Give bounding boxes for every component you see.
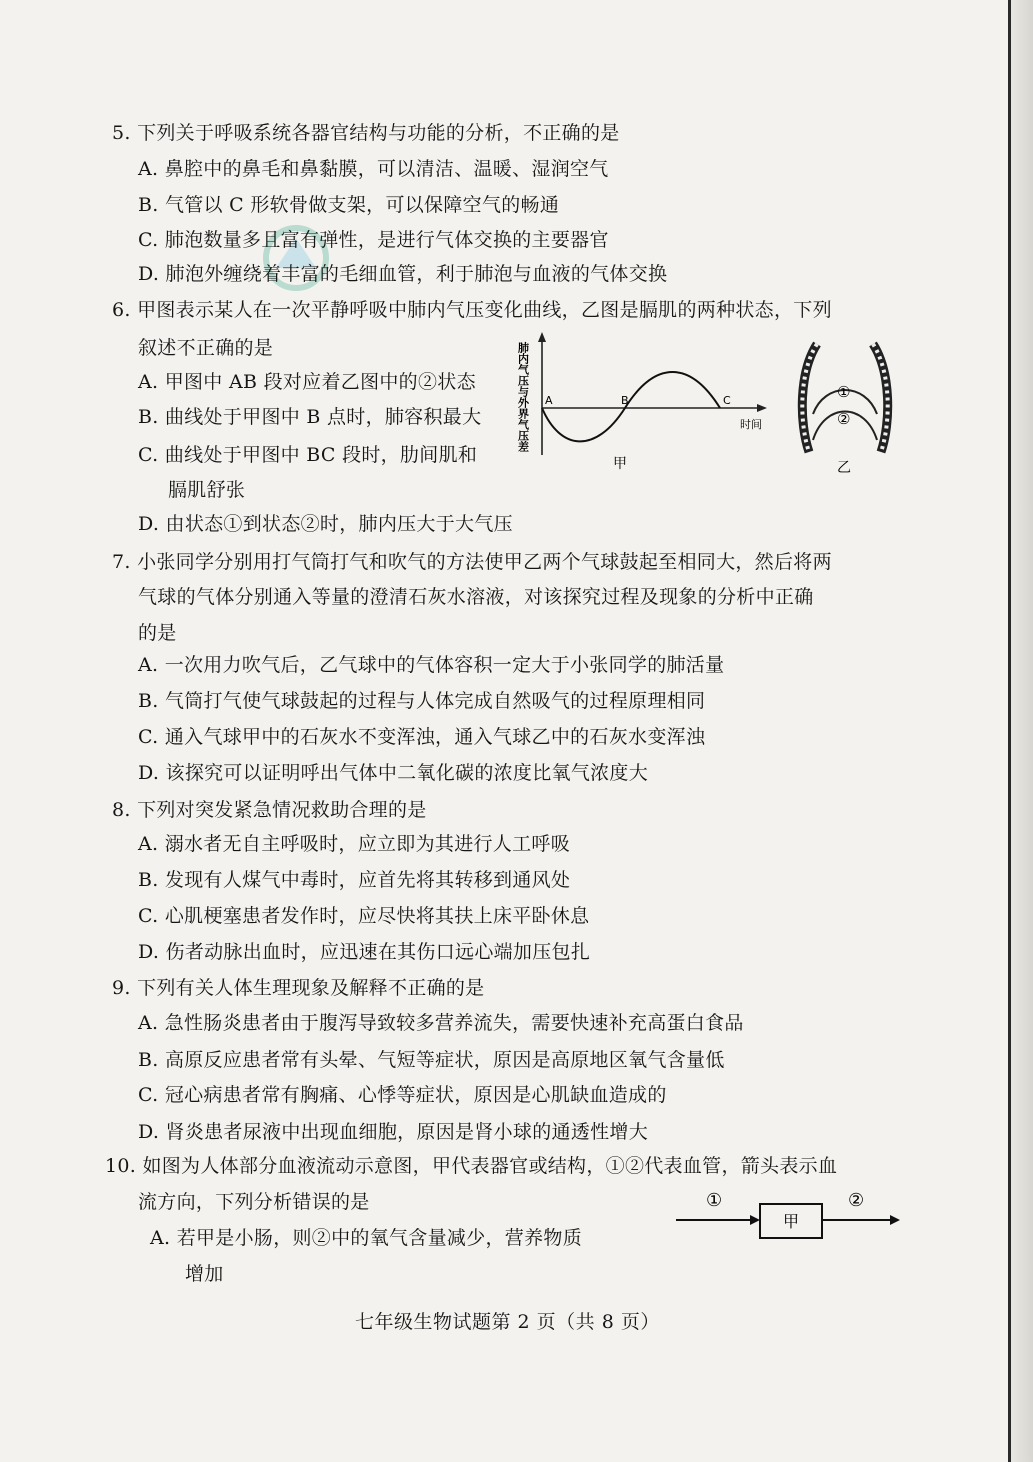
q6-option-b: B. 曲线处于甲图中 B 点时，肺容积最大 <box>138 406 482 428</box>
q5-stem: 5. 下列关于呼吸系统各器官结构与功能的分析，不正确的是 <box>112 122 620 144</box>
q10-diagram-label-2: ② <box>848 1190 865 1211</box>
q6-option-d: D. 由状态①到状态②时，肺内压大于大气压 <box>138 513 513 535</box>
q6-stem-line2: 叙述不正确的是 <box>138 337 274 359</box>
q6-diagram-label-1: ① <box>837 383 851 401</box>
q6-diaphragm-diagram-yi <box>795 332 895 482</box>
q10-stem-line1: 10. 如图为人体部分血液流动示意图，甲代表器官或结构，①②代表血管，箭头表示血 <box>105 1155 838 1177</box>
q9-stem: 9. 下列有关人体生理现象及解释不正确的是 <box>112 977 485 999</box>
q10-diagram-label-1: ① <box>706 1190 723 1211</box>
q7-option-d: D. 该探究可以证明呼出气体中二氧化碳的浓度比氧气浓度大 <box>138 762 649 784</box>
q5-option-a: A. 鼻腔中的鼻毛和鼻黏膜，可以清洁、温暖、湿润空气 <box>138 158 609 180</box>
q9-option-b: B. 高原反应患者常有头晕、气短等症状，原因是高原地区氧气含量低 <box>138 1049 725 1071</box>
q5-option-d: D. 肺泡外缠绕着丰富的毛细血管，利于肺泡与血液的气体交换 <box>138 263 668 285</box>
q8-option-b: B. 发现有人煤气中毒时，应首先将其转移到通风处 <box>138 869 571 891</box>
page-edge-line <box>1008 0 1011 1462</box>
q6-graph-point-a: A <box>545 394 553 407</box>
q8-stem: 8. 下列对突发紧急情况救助合理的是 <box>112 799 427 821</box>
q6-option-a: A. 甲图中 AB 段对应着乙图中的②状态 <box>138 371 476 393</box>
page-footer: 七年级生物试题第 2 页（共 8 页） <box>355 1311 660 1333</box>
q7-stem-line1: 7. 小张同学分别用打气筒打气和吹气的方法使甲乙两个气球鼓起至相同大，然后将两 <box>112 551 832 573</box>
q6-graph-xlabel: 时间 <box>740 418 762 431</box>
q9-option-d: D. 肾炎患者尿液中出现血细胞，原因是肾小球的通透性增大 <box>138 1121 649 1143</box>
q7-option-a: A. 一次用力吹气后，乙气球中的气体容积一定大于小张同学的肺活量 <box>138 654 725 676</box>
q6-option-c: C. 曲线处于甲图中 BC 段时，肋间肌和 <box>138 444 478 466</box>
q8-option-d: D. 伤者动脉出血时，应迅速在其伤口远心端加压包扎 <box>138 941 591 963</box>
page-edge-shadow <box>1011 0 1033 1462</box>
q7-option-b: B. 气筒打气使气球鼓起的过程与人体完成自然吸气的过程原理相同 <box>138 690 706 712</box>
q6-diagram-caption: 乙 <box>837 460 851 476</box>
q10-blood-flow-diagram <box>672 1184 907 1248</box>
q10-diagram-box-label: 甲 <box>783 1212 800 1231</box>
q9-option-c: C. 冠心病患者常有胸痛、心悸等症状，原因是心肌缺血造成的 <box>138 1084 667 1106</box>
q10-stem-line2: 流方向，下列分析错误的是 <box>138 1191 370 1213</box>
q5-option-c: C. 肺泡数量多且富有弹性，是进行气体交换的主要器官 <box>138 229 609 251</box>
q6-graph-caption: 甲 <box>613 456 627 472</box>
q8-option-a: A. 溺水者无自主呼吸时，应立即为其进行人工呼吸 <box>138 833 571 855</box>
q6-graph-ylabel: 肺内气压与外界气压差 <box>516 342 530 452</box>
q7-stem-line3: 的是 <box>138 622 177 644</box>
q7-stem-line2: 气球的气体分别通入等量的澄清石灰水溶液，对该探究过程及现象的分析中正确 <box>138 586 814 608</box>
q5-option-b: B. 气管以 C 形软骨做支架，可以保障空气的畅通 <box>138 194 560 216</box>
q6-diagram-label-2: ② <box>837 410 851 428</box>
q7-option-c: C. 通入气球甲中的石灰水不变浑浊，通入气球乙中的石灰水变浑浊 <box>138 726 706 748</box>
q9-option-a: A. 急性肠炎患者由于腹泻导致较多营养流失，需要快速补充高蛋白食品 <box>138 1012 744 1034</box>
q6-graph-jia <box>515 330 775 480</box>
q10-option-a-cont: 增加 <box>185 1263 224 1285</box>
q10-option-a: A. 若甲是小肠，则②中的氧气含量减少，营养物质 <box>150 1227 583 1249</box>
q6-option-c-cont: 膈肌舒张 <box>168 479 246 501</box>
q8-option-c: C. 心肌梗塞患者发作时，应尽快将其扶上床平卧休息 <box>138 905 590 927</box>
q6-stem-line1: 6. 甲图表示某人在一次平静呼吸中肺内气压变化曲线，乙图是膈肌的两种状态，下列 <box>112 299 832 321</box>
q6-graph-point-c: C <box>723 394 731 407</box>
q6-graph-point-b: B <box>621 394 629 407</box>
